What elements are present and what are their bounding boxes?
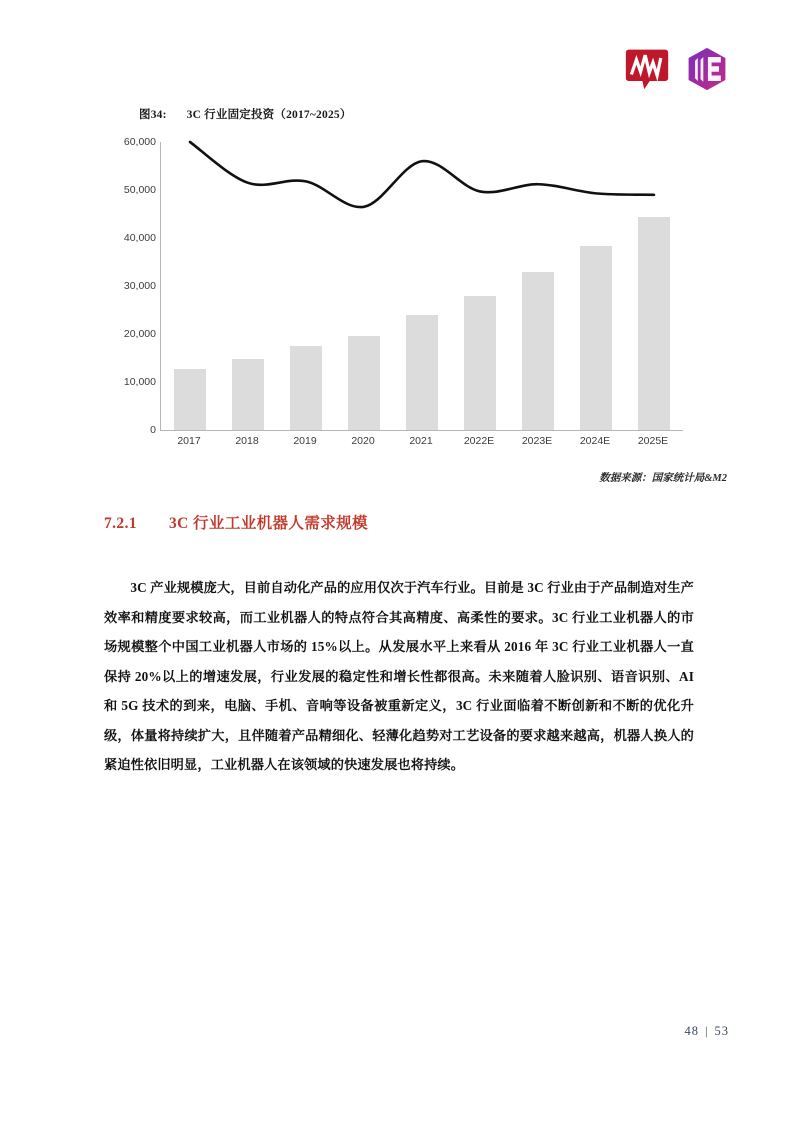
chart-y-tick: 0 bbox=[150, 424, 156, 436]
chart-y-tick: 50,000 bbox=[123, 184, 156, 196]
figure-source: 数据来源：国家统计局&M2 bbox=[599, 473, 727, 484]
chart-y-tick: 20,000 bbox=[123, 328, 156, 340]
chart-x-tick: 2022E bbox=[463, 435, 495, 447]
chart-x-tick: 2025E bbox=[637, 435, 669, 447]
chart-3c-fixed-investment bbox=[110, 136, 690, 462]
header-logos bbox=[624, 46, 730, 92]
footer-separator: | bbox=[704, 1024, 709, 1038]
chart-y-axis bbox=[110, 136, 156, 436]
chart-y-tick: 10,000 bbox=[123, 376, 156, 388]
chart-x-tick: 2019 bbox=[293, 435, 317, 447]
chart-x-tick: 2024E bbox=[579, 435, 611, 447]
chart-line-path bbox=[190, 142, 654, 207]
figure-title: 3C 行业固定投资（2017~2025） bbox=[186, 109, 352, 121]
footer-current-page: 48 bbox=[684, 1024, 699, 1038]
chart-x-tick: 2018 bbox=[235, 435, 259, 447]
chart-y-tick: 60,000 bbox=[123, 136, 156, 148]
footer-total-pages: 53 bbox=[714, 1024, 729, 1038]
chart-x-tick: 2023E bbox=[521, 435, 553, 447]
chart-x-tick: 2020 bbox=[351, 435, 375, 447]
figure-caption bbox=[0, 106, 793, 124]
chart-y-tick: 30,000 bbox=[123, 280, 156, 292]
page-footer bbox=[684, 1024, 729, 1039]
body-paragraph: 3C 产业规模庞大，目前自动化产品的应用仅次于汽车行业。目前是 3C 行业由于产品制造对生产效率和精度要求较高，而工业机器人的特点符合其高精度、高柔性的要求。3C 行业工业机器人的市场规模整个中国工业机器人市场的 15%以上。从发展水平上来看从 2016 年 3C 行业工业机器人一直保持 20%以上的增速发展，行业发展的稳定性和增长性都很高。未来随着人脸识别、语音识别、AI 和 5G 技术的到来，电脑、手机、音响等设备被重新定义，3C 行业面临着不断创新和不断的优化升级，体量将持续扩大，且伴随着产品精细化、轻薄化趋势对工艺设备的要求越来越高，机器人换人的紧迫性依旧明显，工业机器人在该领域的快速发展也将持续。 bbox=[104, 580, 694, 773]
chart-x-axis bbox=[160, 435, 682, 447]
section-title: 3C 行业工业机器人需求规模 bbox=[169, 515, 368, 532]
figure-block bbox=[0, 106, 793, 485]
chart-y-tick: 40,000 bbox=[123, 232, 156, 244]
chart-x-tick: 2021 bbox=[409, 435, 433, 447]
figure-number: 图34: bbox=[139, 109, 167, 121]
chart-plot-area bbox=[160, 142, 683, 431]
chart-x-tick: 2017 bbox=[177, 435, 201, 447]
section-heading bbox=[104, 511, 368, 533]
purple-hex-logo bbox=[684, 46, 730, 92]
chart-trend-line bbox=[161, 142, 683, 430]
red-speech-bubble-logo bbox=[624, 46, 670, 92]
section-number: 7.2.1 bbox=[104, 515, 137, 532]
